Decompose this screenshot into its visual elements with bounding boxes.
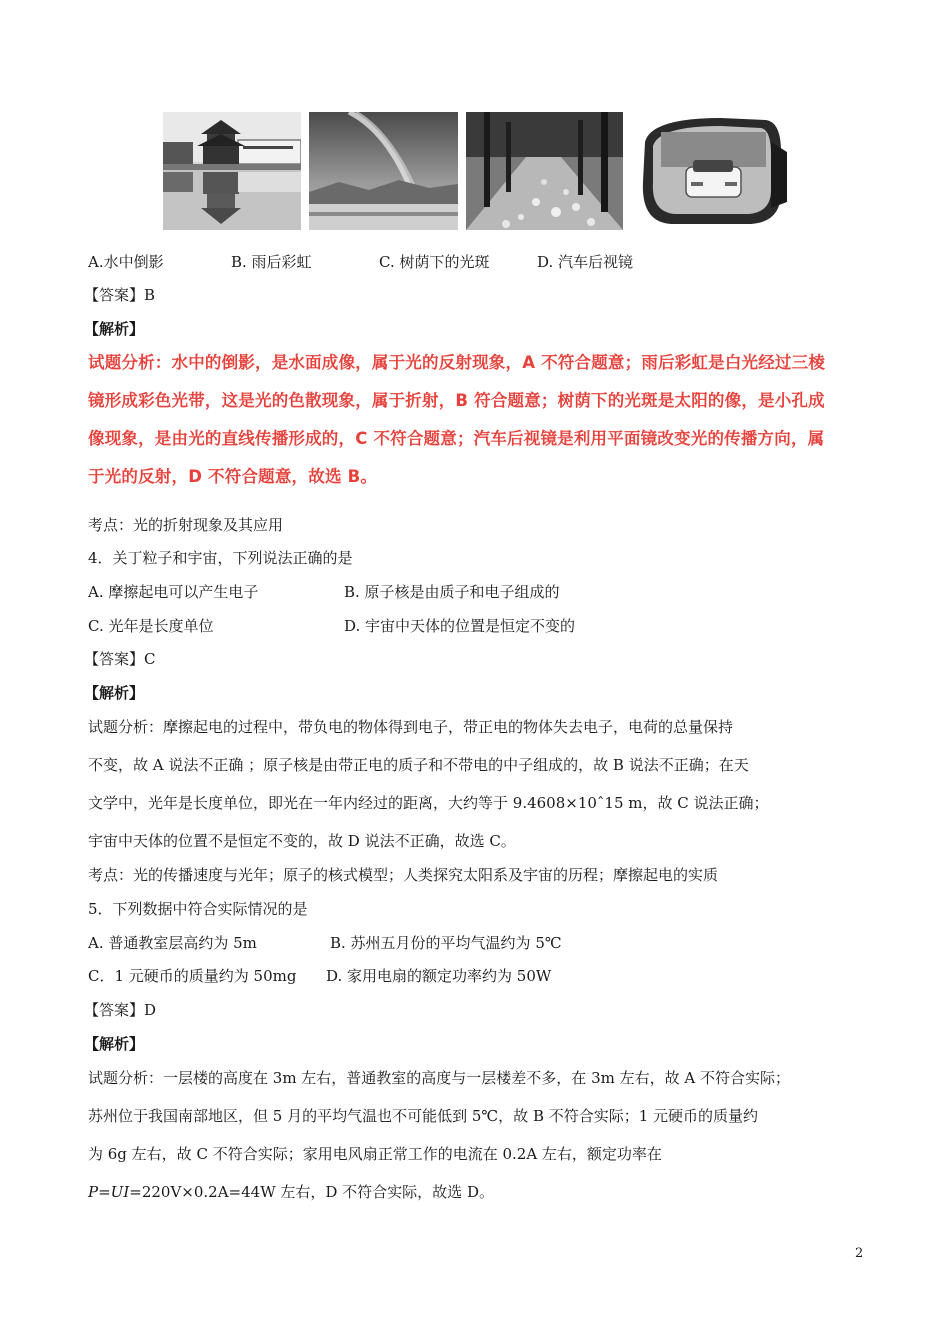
q4-kaodian: 考点：光的传播速度与光年；原子的核式模型；人类探究太阳系及宇宙的历程；摩擦起电的实质	[88, 866, 719, 884]
q4-question: 4．关丁粒子和宇宙，下列说法正确的是	[88, 549, 353, 567]
formula-eq: =	[98, 1183, 111, 1201]
q5-formula-line	[88, 1182, 494, 1202]
q5-option-c: C．1 元硬币的质量约为 50mg	[88, 967, 297, 985]
option-a: A.水中倒影	[88, 253, 164, 271]
q5-answer: 【答案】D	[84, 1001, 157, 1019]
page-number: 2	[855, 1246, 864, 1261]
q3-analysis-label: 【解析】	[84, 320, 145, 338]
q5-analysis-line-3: 为 6g 左右，故 C 不符合实际；家用电风扇正常工作的电流在 0.2A 左右，额定功率在	[88, 1145, 662, 1163]
q5-analysis-line-2: 苏州位于我国南部地区，但 5 月的平均气温也不可能低到 5℃，故 B 不符合实际；1 元硬币的质量约	[88, 1107, 759, 1125]
q4-analysis-line-2: 不变，故 A 说法不正确 ；原子核是由带正电的质子和不带电的中子组成的，故 B 说法不正确；在天	[88, 756, 749, 774]
q4-analysis-line-4: 宇宙中天体的位置不是恒定不变的，故 D 说法不正确，故选 C。	[88, 832, 516, 850]
q4-answer: 【答案】C	[84, 650, 156, 668]
q4-analysis-line-1: 试题分析：摩擦起电的过程中，带负电的物体得到电子，带正电的物体失去电子，电荷的总量保持	[88, 718, 734, 736]
formula-p: P	[88, 1183, 99, 1201]
q3-answer: 【答案】B	[84, 286, 156, 304]
q3-analysis-line-3: 像现象，是由光的直线传播形成的，C 不符合题意；汽车后视镜是利用平面镜改变光的传播方向，属	[88, 429, 825, 448]
rainbow-photo	[309, 112, 458, 230]
q5-option-a: A. 普通教室层高约为 5m	[88, 934, 257, 952]
q4-analysis-line-3: 文学中，光年是长度单位，即光在一年内经过的距离，大约等于 9.4608×10ˆ15 m，故 C 说法正确；	[88, 794, 769, 812]
q4-analysis-label: 【解析】	[84, 684, 145, 702]
q5-option-b: B. 苏州五月份的平均气温约为 5℃	[330, 934, 562, 952]
q3-analysis-line-4: 于光的反射，D 不符合题意，故选 B。	[88, 467, 378, 486]
option-d: D. 汽车后视镜	[537, 253, 634, 271]
option-b: B. 雨后彩虹	[231, 253, 312, 271]
car-side-mirror-photo	[631, 112, 787, 230]
tree-shade-light-spots-photo	[466, 112, 623, 230]
q5-analysis-line-1: 试题分析：一层楼的高度在 3m 左右，普通教室的高度与一层楼差不多，在 3m 左右，故 A 不符合实际；	[88, 1069, 790, 1087]
q4-option-d: D. 宇宙中天体的位置是恒定不变的	[344, 617, 576, 635]
q5-question: 5．下列数据中符合实际情况的是	[88, 900, 308, 918]
q5-option-d: D. 家用电扇的额定功率约为 50W	[326, 967, 552, 985]
formula-rest: =220V×0.2A=44W 左右，D 不符合实际，故选 D。	[129, 1183, 494, 1201]
q4-option-c: C. 光年是长度单位	[88, 617, 214, 635]
formula-ui: UI	[110, 1183, 130, 1201]
q3-kaodian: 考点：光的折射现象及其应用	[88, 516, 284, 534]
pagoda-reflection-photo	[163, 112, 301, 230]
q3-analysis-line-2: 镜形成彩色光带，这是光的色散现象，属于折射，B 符合题意；树荫下的光斑是太阳的像，是小孔成	[88, 391, 825, 410]
q3-analysis-line-1: 试题分析：水中的倒影，是水面成像，属于光的反射现象，A 不符合题意；雨后彩虹是白光经过三棱	[88, 353, 826, 372]
q4-option-b: B. 原子核是由质子和电子组成的	[344, 583, 560, 601]
option-c: C. 树荫下的光斑	[379, 253, 490, 271]
q5-analysis-label: 【解析】	[84, 1035, 145, 1053]
q4-option-a: A. 摩擦起电可以产生电子	[88, 583, 259, 601]
